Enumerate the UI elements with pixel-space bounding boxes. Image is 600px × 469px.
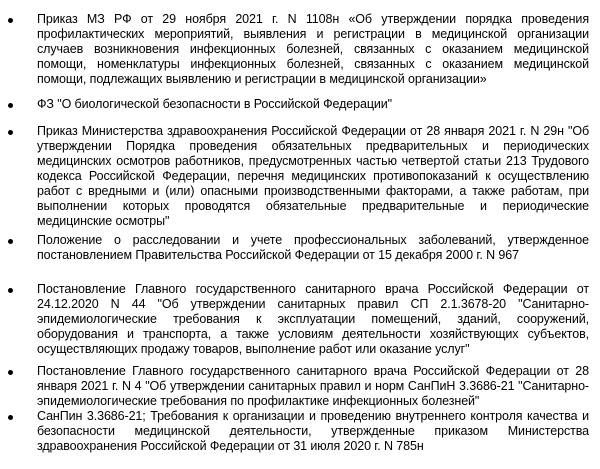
bullet-icon (8, 18, 13, 23)
list-item-text: Приказ МЗ РФ от 29 ноября 2021 г. N 1108н «Об утверждении порядка проведения профилактических мероприятий, выявления и регистрации в медицинской организации случаев возникновения инфекционных болезней, связанных с оказанием медицинской помощи, номенклатуры инфекционных болезней, связанных с оказанием медицинской помощи, подлежащих выявлению и регистрации в медицинской организации» (37, 12, 589, 86)
list-item-text: СанПин 3.3686-21; Требования к организации и проведению внутреннего контроля качества и безопасности медицинской деятельности, утвержденные приказом Министерства здравоохранения Российской Федерации от 31 июля 2020 г. N 785н (37, 409, 589, 453)
bullet-icon (8, 103, 13, 108)
bullet-icon (8, 370, 13, 375)
list-item-text: Положение о расследовании и учете профессиональных заболеваний, утвержденное постановлением Правительства Российской Федерации от 15 декабря 2000 г. N 967 (37, 233, 589, 262)
list-item-text: Приказ Министерства здравоохранения Российской Федерации от 28 января 2021 г. N 29н "Об утверждении Порядка проведения обязательных предварительных и периодических медицинских осмотров работников, предусмотренных частью четвертой статьи 213 Трудового кодекса Российской Федерации, перечня медицинских противопоказаний к осуществлению работ с вредными и (или) опасными производственными факторами, а также работам, при выполнении которых проводятся обязательные предварительные и периодические медицинские осмотры" (37, 124, 589, 228)
list-item-text: Постановление Главного государственного санитарного врача Российской Федерации от 24.12.2020 N 44 "Об утверждении санитарных правил СП 2.1.3678-20 "Санитарно-эпидемиологические требования к эксплуатации помещений, зданий, сооружений, оборудования и транспорта, а также условиям деятельности хозяйствующих субъектов, осуществляющих продажу товаров, выполнение работ или оказание услуг" (37, 282, 589, 356)
bullet-icon (8, 288, 13, 293)
bullet-icon (8, 415, 13, 420)
bullet-icon (8, 130, 13, 135)
list-item-text: ФЗ "О биологической безопасности в Российской Федерации" (37, 97, 393, 111)
list-item-text: Постановление Главного государственного санитарного врача Российской Федерации от 28 января 2021 г. N 4 "Об утверждении санитарных правил и норм СанПиН 3.3686-21 "Санитарно-эпидемиологические требования по профилактике инфекционных болезней" (37, 364, 589, 408)
bullet-icon (8, 239, 13, 244)
